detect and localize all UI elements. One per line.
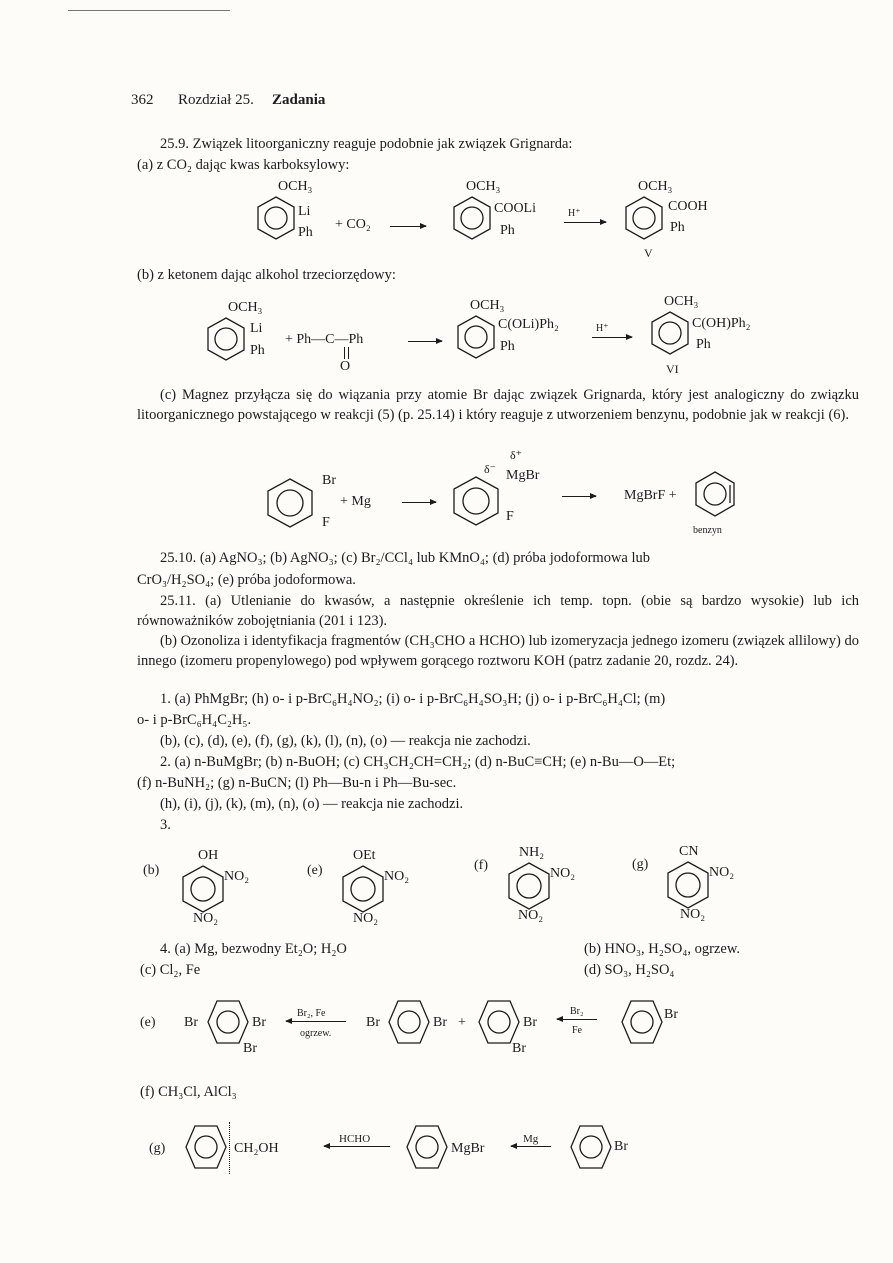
structure-label: (e) xyxy=(140,1015,156,1030)
reagent-br2-fe: Br₂, Fe xyxy=(297,1008,326,1019)
substituent-side: NO₂ xyxy=(550,866,576,881)
reaction-arrow xyxy=(390,226,426,227)
structure-label: (f) xyxy=(474,858,488,873)
answer-1-line2: o- i p-BrC₆H₄C₂H₅. xyxy=(137,712,252,728)
benzene-ring-icon xyxy=(650,310,690,356)
substituent-ph: Ph xyxy=(250,343,265,358)
reagent-h-plus: H⁺ xyxy=(596,323,609,334)
benzyne-label: benzyn xyxy=(693,525,722,536)
substituent-ph: Ph xyxy=(298,225,313,240)
reaction-arrow xyxy=(402,502,436,503)
benzene-ring-icon xyxy=(569,1124,613,1170)
compound-label-vi: VI xyxy=(666,362,679,376)
reaction-arrow xyxy=(592,337,632,338)
answer-3-label: 3. xyxy=(160,817,171,833)
plus-sign: + xyxy=(458,1015,466,1030)
substituent-cooh: COOH xyxy=(668,199,708,214)
substituent-och3: OCH₃ xyxy=(470,298,505,313)
substituent-bottom: NO₂ xyxy=(518,908,544,923)
problem-25-10-line1: 25.10. (a) AgNO₃; (b) AgNO₃; (c) Br₂/CCl₄ lub KMnO₄; (d) próba jodoformowa lub xyxy=(160,550,651,566)
chapter-title: Zadania xyxy=(272,92,326,108)
substituent-bottom: NO₂ xyxy=(680,907,706,922)
substituent-br: Br xyxy=(366,1015,380,1030)
benzene-ring-icon xyxy=(452,475,500,527)
benzyne-ring-icon xyxy=(694,470,736,518)
benzene-ring-icon xyxy=(456,314,496,360)
bond-cleavage-marker xyxy=(229,1122,230,1174)
problem-25-10-line2: CrO₃/H₂SO₄; (e) próba jodoformowa. xyxy=(137,572,356,588)
substituent-och3: OCH₃ xyxy=(228,300,263,315)
structure-label: (b) xyxy=(143,863,160,878)
substituent-och3: OCH₃ xyxy=(466,179,501,194)
page-number: 362 xyxy=(131,92,154,108)
reaction-arrow xyxy=(408,341,442,342)
reagent-mg: + Mg xyxy=(340,494,371,509)
substituent-br: Br xyxy=(512,1041,526,1056)
reaction-arrow xyxy=(562,496,596,497)
substituent-br: Br xyxy=(433,1015,447,1030)
substituent-side: NO₂ xyxy=(224,869,250,884)
problem-25-9c-text: (c) Magnez przyłącza się do wiązania przy atomie Br dając związek Grignarda, który jest analogiczny do związku litoorganicznego powstającego w reakcji (5) (p. 25.14) i który reaguje z utworzeniem benzynu, podobnie jak w reakcji (6). xyxy=(137,387,859,423)
benzene-ring-icon xyxy=(184,1124,228,1170)
benzene-ring-icon xyxy=(620,999,664,1045)
benzene-ring-icon xyxy=(256,195,296,241)
reagent-hcho: HCHO xyxy=(339,1133,371,1145)
substituent-och3: OCH₃ xyxy=(664,294,699,309)
partial-charge-minus: δ⁻ xyxy=(484,462,496,476)
reaction-arrow xyxy=(324,1146,390,1147)
partial-charge-plus: δ⁺ xyxy=(510,448,522,462)
compound-label-v: V xyxy=(644,246,653,260)
chapter-label: Rozdział 25. xyxy=(178,92,254,108)
benzene-ring-icon xyxy=(266,477,314,529)
answer-2-line2: (f) n-BuNH₂; (g) n-BuCN; (l) Ph—Bu-n i Ph—Bu-sec. xyxy=(137,775,457,791)
benzene-ring-icon xyxy=(452,195,492,241)
substituent-li: Li xyxy=(298,204,311,219)
reagent-fe: Fe xyxy=(572,1025,582,1036)
substituent-ph: Ph xyxy=(670,220,685,235)
substituent-side: NO₂ xyxy=(384,869,410,884)
reaction-arrow xyxy=(286,1021,346,1022)
substituent-top: CN xyxy=(679,844,699,859)
structure-label: (g) xyxy=(149,1141,166,1156)
substituent-och3: OCH₃ xyxy=(278,179,313,194)
answer-4f: (f) CH₃Cl, AlCl₃ xyxy=(140,1084,237,1100)
substituent-mgbr: MgBr xyxy=(451,1141,485,1156)
substituent-ch2oh: CH₂OH xyxy=(234,1141,279,1156)
substituent-bottom: NO₂ xyxy=(353,911,379,926)
substituent-f: F xyxy=(506,509,514,524)
benzene-ring-icon xyxy=(405,1124,449,1170)
substituent-mgbr: MgBr xyxy=(506,468,540,483)
substituent-ph: Ph xyxy=(500,223,515,238)
substituent-coliph2: C(OLi)Ph₂ xyxy=(498,317,559,332)
substituent-br: Br xyxy=(523,1015,537,1030)
problem-25-11b: (b) Ozonoliza i identyfikacja fragmentów (CH₃CHO a HCHO) lub izomeryzacja jednego izomeru (związek allilowy) do innego (izomeru propenylowego) pod wpływem gorącego roztworu KOH (patrz zadanie 20, rozdz. 24). xyxy=(137,633,859,669)
substituent-br: Br xyxy=(243,1041,257,1056)
answer-2-line3: (h), (i), (j), (k), (m), (n), (o) — reakcja nie zachodzi. xyxy=(160,796,464,812)
reagent-benzophenone: + Ph—C—Ph xyxy=(285,332,364,347)
substituent-br: Br xyxy=(184,1015,198,1030)
substituent-top: OH xyxy=(198,848,219,863)
answer-4d: (d) SO₃, H₂SO₄ xyxy=(584,962,675,978)
reagent-co2: + CO₂ xyxy=(335,217,371,232)
problem-25-9a-label: (a) z CO₂ dając kwas karboksylowy: xyxy=(137,157,350,173)
substituent-top: OEt xyxy=(353,848,376,863)
reagent-mg: Mg xyxy=(523,1133,539,1145)
benzene-ring-icon xyxy=(477,999,521,1045)
product-mgbrf: MgBrF + xyxy=(624,488,677,503)
benzene-ring-icon xyxy=(507,861,551,911)
answer-4b: (b) HNO₃, H₂SO₄, ogrzew. xyxy=(584,941,740,957)
structure-label: (g) xyxy=(632,857,649,872)
answer-1-line1: 1. (a) PhMgBr; (h) o- i p-BrC₆H₄NO₂; (i) o- i p-BrC₆H₄SO₃H; (j) o- i p-BrC₆H₄Cl; (m) xyxy=(160,691,666,707)
problem-25-9-intro: 25.9. Związek litoorganiczny reaguje podobnie jak związek Grignarda: xyxy=(160,136,573,152)
benzene-ring-icon xyxy=(624,195,664,241)
reaction-arrow xyxy=(557,1019,597,1020)
problem-25-11a: 25.11. (a) Utlenianie do kwasów, a następnie określenie ich temp. topn. (obie są bardzo wysokie) lub ich równoważników zobojętniania (201 i 123). xyxy=(137,593,859,629)
benzene-ring-icon xyxy=(341,864,385,914)
answer-4a: 4. (a) Mg, bezwodny Et₂O; H₂O xyxy=(160,941,347,957)
benzene-ring-icon xyxy=(181,864,225,914)
answer-2-line1: 2. (a) n-BuMgBr; (b) n-BuOH; (c) CH₃CH₂CH=CH₂; (d) n-BuC≡CH; (e) n-Bu—O—Et; xyxy=(160,754,676,770)
benzene-ring-icon xyxy=(206,316,246,362)
carbonyl-oxygen: O xyxy=(340,359,351,374)
substituent-ph: Ph xyxy=(500,339,515,354)
substituent-li: Li xyxy=(250,321,263,336)
substituent-och3: OCH₃ xyxy=(638,179,673,194)
substituent-f: F xyxy=(322,515,330,530)
benzene-ring-icon xyxy=(666,860,710,910)
structure-label: (e) xyxy=(307,863,323,878)
benzene-ring-icon xyxy=(206,999,250,1045)
substituent-br: Br xyxy=(252,1015,266,1030)
substituent-top: NH₂ xyxy=(519,845,545,860)
reagent-heat: ogrzew. xyxy=(300,1028,332,1039)
substituent-br: Br xyxy=(614,1139,628,1154)
reaction-arrow xyxy=(564,222,606,223)
reagent-br2: Br₂ xyxy=(570,1006,584,1017)
substituent-ph: Ph xyxy=(696,337,711,352)
substituent-bottom: NO₂ xyxy=(193,911,219,926)
substituent-br: Br xyxy=(664,1007,678,1022)
reagent-h-plus: H⁺ xyxy=(568,208,581,219)
problem-25-9b-label: (b) z ketonem dając alkohol trzeciorzędowy: xyxy=(137,267,396,283)
reaction-arrow xyxy=(511,1146,551,1147)
answer-4c: (c) Cl₂, Fe xyxy=(140,962,201,978)
substituent-cohph2: C(OH)Ph₂ xyxy=(692,316,751,331)
top-rule xyxy=(68,10,230,11)
substituent-br: Br xyxy=(322,473,336,488)
substituent-side: NO₂ xyxy=(709,865,735,880)
benzene-ring-icon xyxy=(387,999,431,1045)
answer-1-line3: (b), (c), (d), (e), (f), (g), (k), (l), (n), (o) — reakcja nie zachodzi. xyxy=(160,733,531,749)
substituent-cooli: COOLi xyxy=(494,201,536,216)
